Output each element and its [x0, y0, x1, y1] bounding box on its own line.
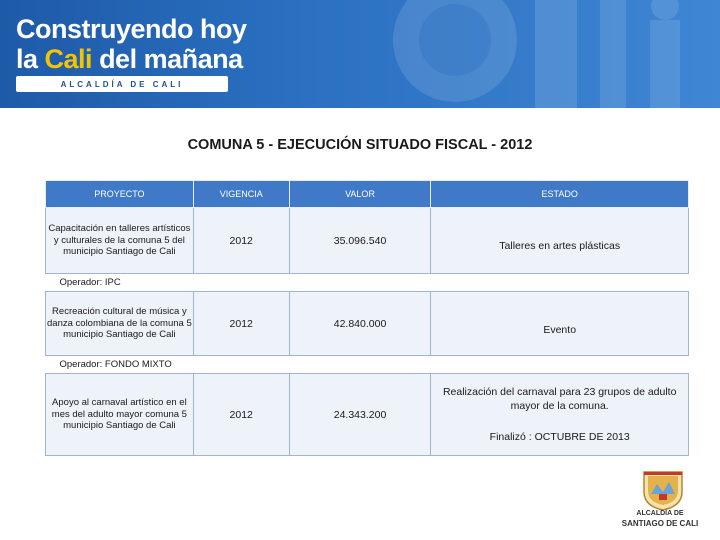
estado-text: Realización del carnaval para 23 grupos de adulto mayor de la comuna. — [442, 386, 677, 413]
table-row — [46, 208, 689, 274]
cell-proyecto: Capacitación en talleres artísticos y culturales de la comuna 5 del municipio Santiago de Cali — [46, 208, 194, 274]
cell-proyecto: Recreación cultural de música y danza colombiana de la comuna 5 municipio Santiago de Cali — [46, 292, 194, 356]
brand-slogan-line2 — [16, 44, 243, 75]
estado-text: Evento — [543, 324, 577, 337]
cell-valor: 42.840.000 — [289, 292, 431, 356]
brand-slogan-pre: la — [16, 44, 45, 74]
header-banner — [0, 0, 720, 108]
cell-vigencia: 2012 — [193, 292, 289, 356]
cell-valor: 24.343.200 — [289, 374, 431, 456]
estado-status: Finalizó : OCTUBRE DE 2013 — [489, 430, 630, 443]
brand-cali-logo: Cali — [44, 44, 93, 74]
table-row — [46, 374, 689, 456]
operator-row — [46, 356, 689, 374]
brand-slogan-line1: Construyendo hoy — [16, 14, 247, 44]
header-valor: VALOR — [289, 181, 431, 208]
cell-proyecto: Apoyo al carnaval artístico en el mes del adulto mayor comuna 5 municipio Santiago de Cali — [46, 374, 194, 456]
table-header-row — [46, 181, 689, 208]
alcaldia-label: ALCALDÍA DE CALI — [60, 79, 184, 89]
table-row — [46, 292, 689, 356]
header-proyecto: PROYECTO — [46, 181, 194, 208]
estado-text: Talleres en artes plásticas — [499, 240, 621, 253]
cell-vigencia: 2012 — [193, 208, 289, 274]
operator-row — [46, 274, 689, 292]
city-seal-icon — [640, 470, 686, 510]
execution-table — [45, 180, 689, 456]
brand-slogan-post: del mañana — [92, 44, 243, 74]
seal-label-line2: SANTIAGO DE CALI — [621, 519, 699, 528]
seal-label-line1: ALCALDÍA DE — [636, 510, 684, 517]
page-title: COMUNA 5 - EJECUCIÓN SITUADO FISCAL - 2012 — [187, 137, 533, 153]
cell-estado — [431, 292, 689, 356]
alcaldia-label-bar — [16, 76, 228, 92]
operator-label: Operador: FONDO MIXTO — [46, 356, 689, 374]
header-vigencia: VIGENCIA — [193, 181, 289, 208]
cell-estado — [431, 374, 689, 456]
cell-valor: 35.096.540 — [289, 208, 431, 274]
operator-label: Operador: IPC — [46, 274, 689, 292]
header-estado: ESTADO — [431, 181, 689, 208]
cell-vigencia: 2012 — [193, 374, 289, 456]
cell-estado — [431, 208, 689, 274]
